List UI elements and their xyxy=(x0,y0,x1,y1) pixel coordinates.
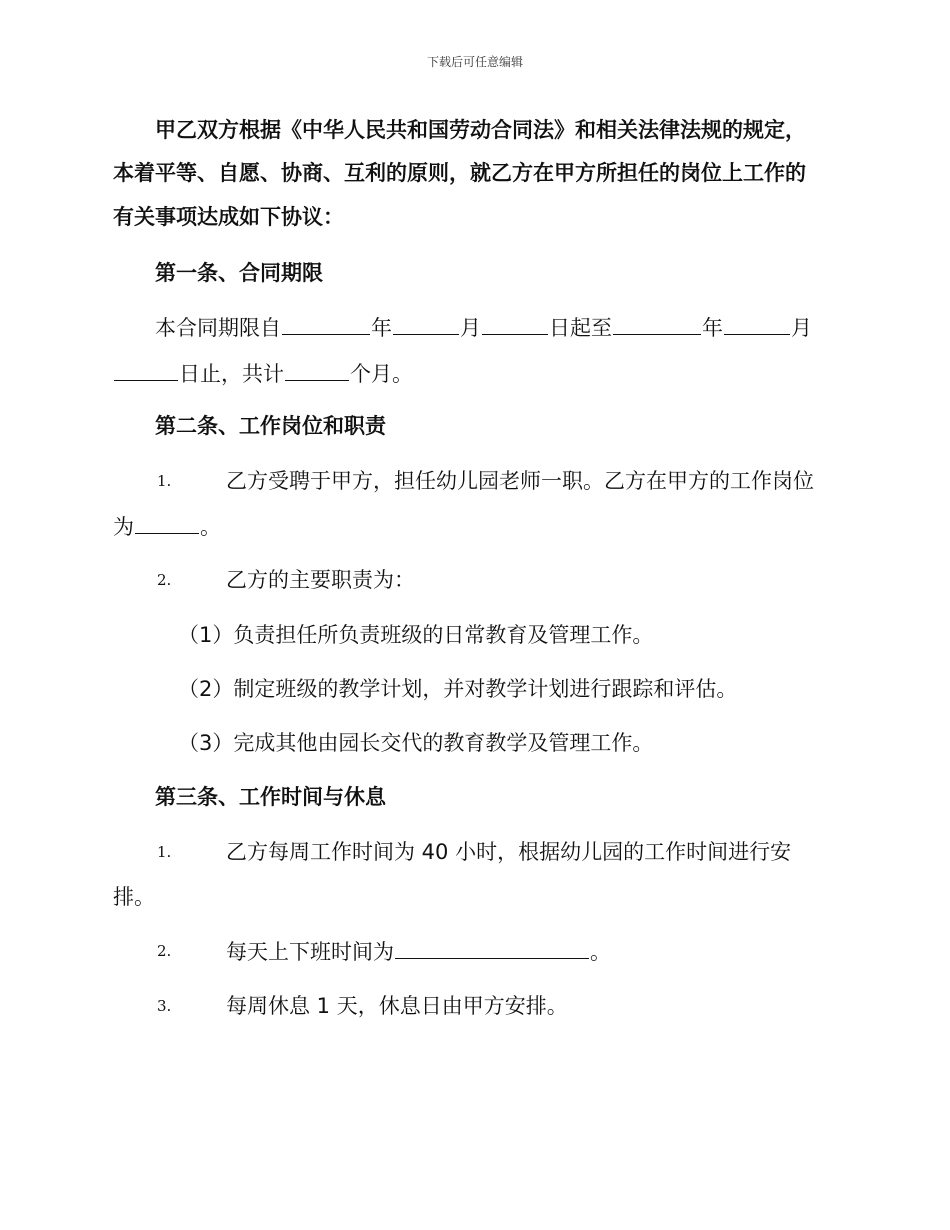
article-3-item-2-number: 2. xyxy=(157,942,172,960)
page-header: 下载后可任意编辑 xyxy=(426,55,523,69)
duty-item-1: （1）负责担任所负责班级的日常教育及管理工作。 xyxy=(178,623,654,647)
day-to-label: 日起至 xyxy=(549,316,612,340)
period: 。 xyxy=(200,515,221,539)
month-label: 月 xyxy=(791,316,812,340)
article-2-item-2-text: 乙方的主要职责为： xyxy=(226,568,415,592)
article-3-item-1-line-1: 乙方每周工作时间为 40 小时，根据幼儿园的工作时间进行安 xyxy=(226,840,792,864)
article-2-item-1-line-1: 乙方受聘于甲方，担任幼儿园老师一职。乙方在甲方的工作岗位 xyxy=(226,469,814,493)
article-3-item-1-number: 1. xyxy=(157,843,172,861)
year-label: 年 xyxy=(371,316,392,340)
month-label: 月 xyxy=(460,316,481,340)
article-2-title: 第二条、工作岗位和职责 xyxy=(155,414,386,438)
article-2-item-1-line-2 xyxy=(113,511,843,542)
day-end-label: 日止，共计 xyxy=(179,362,284,386)
months-label: 个月。 xyxy=(350,362,413,386)
position-label: 为 xyxy=(113,515,134,539)
article-2-item-2-number: 2. xyxy=(157,571,172,589)
article-3-item-1-line-2: 排。 xyxy=(113,885,155,909)
intro-line-1: 甲乙双方根据《中华人民共和国劳动合同法》和相关法律法规的规定， xyxy=(155,118,806,142)
article-1-title: 第一条、合同期限 xyxy=(155,261,323,285)
article-3-item-2-text xyxy=(226,936,611,967)
end-year-blank[interactable] xyxy=(613,312,701,335)
article-3-item-3-number: 3. xyxy=(157,997,172,1015)
total-months-blank[interactable] xyxy=(285,358,349,381)
year-label: 年 xyxy=(702,316,723,340)
period: 。 xyxy=(590,940,611,964)
start-month-blank[interactable] xyxy=(393,312,459,335)
article-2-item-1-number: 1. xyxy=(157,472,172,490)
position-blank[interactable] xyxy=(135,511,199,534)
end-month-blank[interactable] xyxy=(724,312,790,335)
article-3-item-3-text: 每周休息 1 天，休息日由甲方安排。 xyxy=(226,994,568,1018)
end-day-blank[interactable] xyxy=(114,358,178,381)
duty-item-2: （2）制定班级的教学计划，并对教学计划进行跟踪和评估。 xyxy=(178,677,738,701)
article-1-line-1 xyxy=(155,312,885,343)
duty-item-3: （3）完成其他由园长交代的教育教学及管理工作。 xyxy=(178,731,654,755)
intro-line-2: 本着平等、自愿、协商、互利的原则，就乙方在甲方所担任的岗位上工作的 xyxy=(113,161,806,185)
start-day-blank[interactable] xyxy=(482,312,548,335)
article-3-title: 第三条、工作时间与休息 xyxy=(155,785,386,809)
work-hours-label: 每天上下班时间为 xyxy=(226,940,394,964)
start-year-blank[interactable] xyxy=(282,312,370,335)
intro-line-3: 有关事项达成如下协议： xyxy=(113,205,344,229)
term-start-label: 本合同期限自 xyxy=(155,316,281,340)
article-1-line-2 xyxy=(113,358,843,389)
work-hours-blank[interactable] xyxy=(395,936,589,959)
